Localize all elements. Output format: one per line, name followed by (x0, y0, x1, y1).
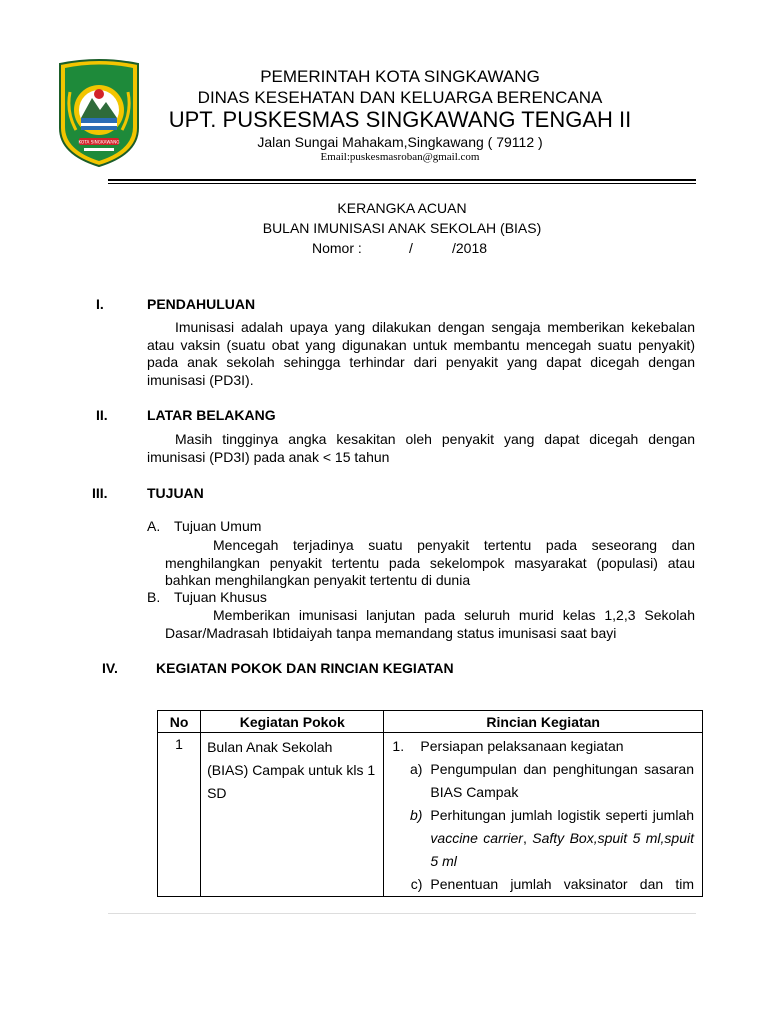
institution-name: UPT. PUSKESMAS SINGKAWANG TENGAH II (168, 107, 632, 132)
rincian-item-text: Pengumpulan dan penghitungan sasaran BIAS Campak (430, 761, 694, 800)
section-1-number: I. (96, 296, 104, 312)
goal-a-title: Tujuan Umum (174, 518, 262, 534)
govt-line: PEMERINTAH KOTA SINGKAWANG (260, 67, 540, 86)
section-3-number: III. (92, 485, 108, 501)
dept-line: DINAS KESEHATAN DAN KELUARGA BERENCANA (197, 88, 603, 107)
rincian-item-text (430, 804, 694, 873)
city-emblem-logo (56, 58, 142, 168)
col-header-kegiatan: Kegiatan Pokok (201, 711, 384, 733)
rincian-item-label: b) (409, 807, 423, 823)
rincian-cell (384, 733, 703, 897)
table-header-row (158, 711, 703, 733)
nomor-year: /2018 (452, 240, 488, 256)
nomor-label: Nomor : (312, 240, 362, 256)
rincian-title (392, 735, 694, 758)
col-header-rincian: Rincian Kegiatan (384, 711, 703, 733)
section-1-heading: PENDAHULUAN (147, 296, 256, 312)
nomor-separator: / (409, 240, 413, 256)
col-header-no: No (158, 711, 201, 733)
rincian-item-text-sep: , (522, 830, 533, 846)
rincian-item-b (392, 804, 694, 873)
goal-b-body: Memberikan imunisasi lanjutan pada seluruh murid kelas 1,2,3 Sekolah Dasar/Madrasah Ibtidaiyah tanpa memandang status imunisasi saat bayi (165, 607, 695, 641)
rincian-item-text-italic-2: Safty Box,spuit 5 ml,spuit 5 ml (430, 830, 695, 869)
rincian-item-label: c) (410, 876, 423, 892)
row-number: 1 (158, 733, 201, 897)
kegiatan-table (157, 710, 703, 897)
table-row (158, 733, 703, 897)
address-line: Jalan Sungai Mahakam,Singkawang ( 79112 ) (257, 134, 543, 150)
goal-b-label: B. (147, 589, 161, 605)
rincian-item-c (392, 873, 694, 896)
rincian-item-text-italic: vaccine carrier (430, 830, 523, 846)
doc-subtitle: BULAN IMUNISASI ANAK SEKOLAH (BIAS) (262, 220, 542, 236)
section-2-heading: LATAR BELAKANG (147, 407, 276, 423)
rincian-item-text-plain: Perhitungan jumlah logistik seperti jumlah (430, 807, 694, 823)
email-line: Email:puskesmasroban@gmail.com (320, 151, 480, 163)
goal-a-body: Mencegah terjadinya suatu penyakit tertentu pada seseorang dan menghilangkan penyakit tertentu pada sekelompok masyarakat (populasi) atau bahkan menghilangkan penyakit tertentu di dunia (165, 537, 695, 588)
rincian-item-a (392, 758, 694, 804)
rincian-item-text: Penentuan jumlah vaksinator dan tim (430, 876, 694, 892)
logo-caption: KOTA SINGKAWANG (78, 139, 120, 145)
kegiatan-pokok-cell: Bulan Anak Sekolah (BIAS) Campak untuk kls 1 SD (201, 733, 384, 897)
letterhead-rule-thick (108, 179, 696, 181)
page-bottom-divider (108, 913, 696, 914)
goal-b-title: Tujuan Khusus (174, 589, 267, 605)
goal-a-label: A. (147, 518, 161, 534)
section-2-number: II. (96, 407, 108, 423)
section-1-body: Imunisasi adalah upaya yang dilakukan dengan sengaja memberikan kekebalan atau vaksin (suatu obat yang digunakan untuk membantu mencegah suatu penyakit) pada anak sekolah sehingga terhindar dari penyakit yang dapat dicegah dengan imunisasi (PD3I). (147, 319, 695, 388)
rincian-title-number: 1. (392, 738, 405, 754)
section-4-number: IV. (102, 660, 118, 676)
section-4-heading: KEGIATAN POKOK DAN RINCIAN KEGIATAN (156, 660, 454, 676)
section-3-heading: TUJUAN (147, 485, 204, 501)
section-2-body: Masih tingginya angka kesakitan oleh penyakit yang dapat dicegah dengan imunisasi (PD3I) pada anak < 15 tahun (147, 431, 695, 465)
rincian-item-label: a) (409, 761, 423, 777)
doc-title: KERANGKA ACUAN (337, 200, 467, 216)
rincian-title-text: Persiapan pelaksanaan kegiatan (420, 738, 624, 754)
letterhead-rule-thin (108, 183, 696, 184)
